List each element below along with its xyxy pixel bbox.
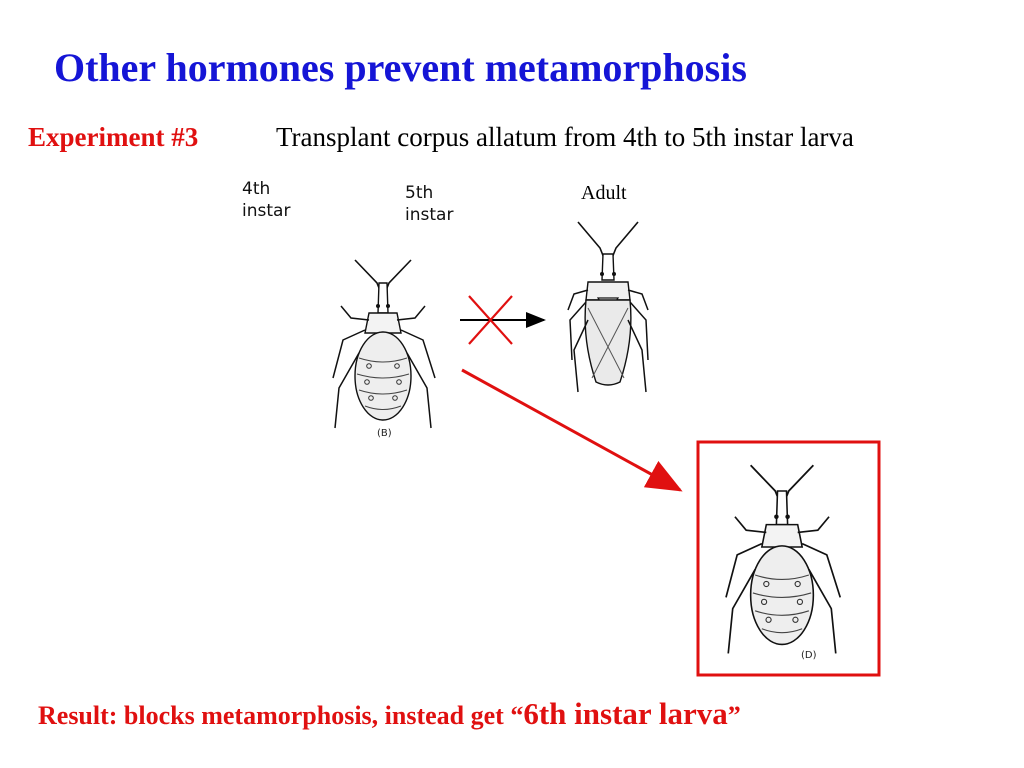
stage-4th-line2: instar: [242, 201, 291, 221]
slide-title: Other hormones prevent metamorphosis: [54, 45, 747, 90]
result-statement: [38, 696, 741, 732]
stage-5th-line2: instar: [405, 205, 454, 225]
stage-label-adult: Adult: [581, 182, 627, 204]
experiment-label: Experiment #3: [28, 122, 199, 152]
stage-5th-line1: 5th: [405, 183, 434, 203]
stage-4th-line1: 4th: [242, 179, 271, 199]
result-arrow: [462, 370, 680, 490]
result-emphasis: 6th instar larva: [523, 696, 728, 731]
caption-b: (B): [377, 428, 392, 439]
larva-5th-instar-illustration: [333, 260, 435, 428]
caption-d: (D): [801, 650, 817, 661]
result-suffix: ”: [727, 701, 741, 730]
experiment-description: Transplant corpus allatum from 4th to 5th instar larva: [276, 122, 854, 152]
larva-6th-instar-illustration: [726, 465, 840, 653]
result-prefix: Result: blocks metamorphosis, instead get “: [38, 701, 524, 730]
adult-bug-illustration: [568, 222, 648, 392]
